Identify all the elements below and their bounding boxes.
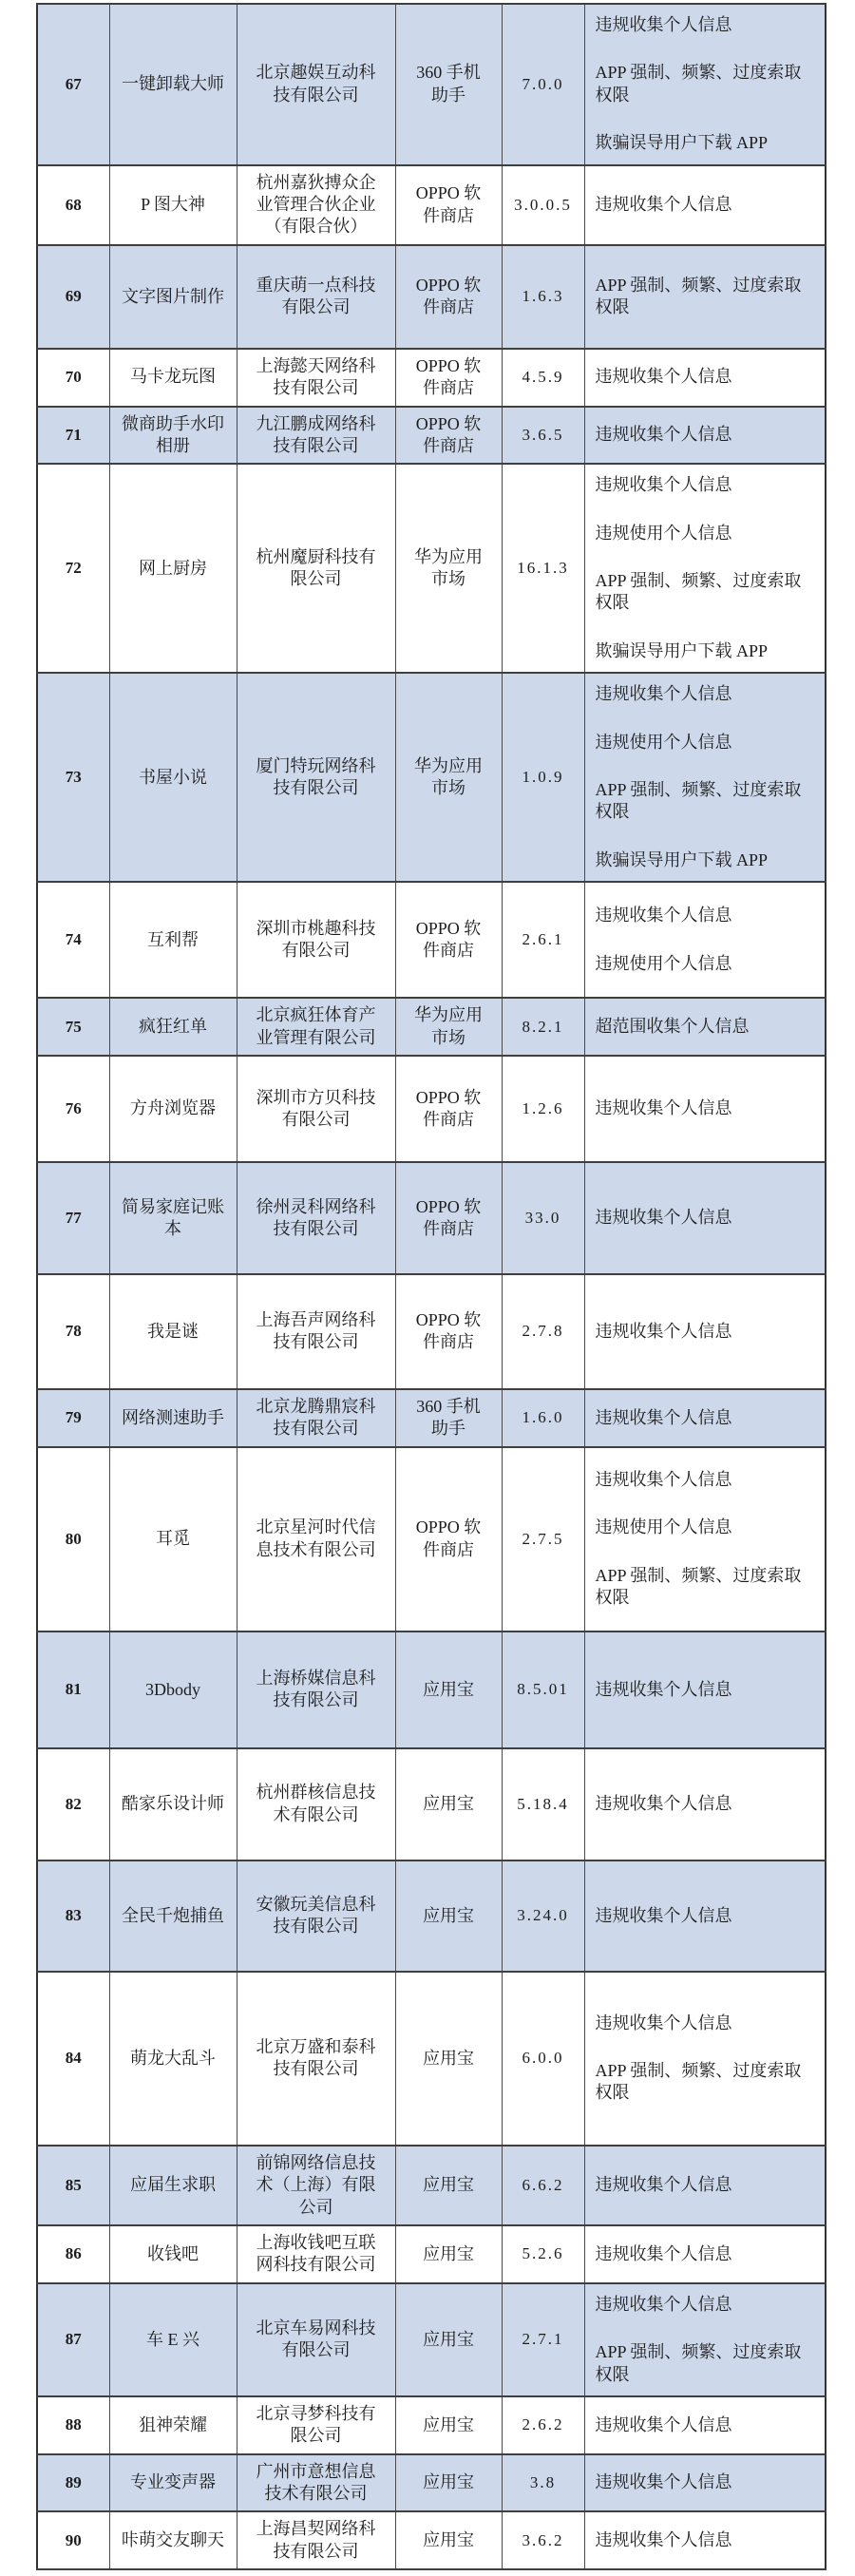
violation-item: 违规收集个人信息 bbox=[595, 1469, 732, 1489]
violation-item: 违规收集个人信息 bbox=[595, 2013, 732, 2032]
cell-version: 2.7.1 bbox=[502, 2283, 584, 2396]
cell-violations bbox=[584, 2454, 826, 2512]
cell-index: 83 bbox=[37, 1860, 109, 1972]
violation-item: 违规收集个人信息 bbox=[595, 15, 732, 34]
cell-app-name: 疯狂红单 bbox=[109, 998, 237, 1056]
violations-list bbox=[596, 1016, 815, 1038]
table-row bbox=[37, 4, 826, 165]
table-row bbox=[37, 407, 826, 465]
cell-store: 应用宝 bbox=[395, 2225, 502, 2283]
cell-violations bbox=[584, 1274, 826, 1389]
cell-company: 北京车易网科技有限公司 bbox=[237, 2283, 395, 2396]
violation-item: 违规收集个人信息 bbox=[595, 2294, 732, 2314]
violation-item: APP 强制、频繁、过度索取权限 bbox=[595, 571, 802, 613]
cell-violations bbox=[584, 1631, 826, 1748]
table-row bbox=[37, 2225, 826, 2283]
violation-item: 违规收集个人信息 bbox=[595, 1407, 732, 1427]
cell-app-name: 酷家乐设计师 bbox=[109, 1748, 237, 1860]
violations-list bbox=[596, 1097, 815, 1119]
cell-index: 87 bbox=[37, 2283, 109, 2396]
cell-store: OPPO 软件商店 bbox=[395, 165, 502, 245]
cell-company: 杭州群核信息技术有限公司 bbox=[237, 1748, 395, 1860]
cell-company: 上海收钱吧互联网科技有限公司 bbox=[237, 2225, 395, 2283]
violations-list bbox=[596, 2471, 815, 2493]
violation-item: 违规收集个人信息 bbox=[595, 1321, 732, 1341]
cell-version: 3.0.0.5 bbox=[502, 165, 584, 245]
violations-list bbox=[596, 1407, 815, 1429]
violation-item: APP 强制、频繁、过度索取权限 bbox=[595, 780, 802, 822]
table-row bbox=[37, 165, 826, 245]
violations-list bbox=[596, 1679, 815, 1701]
cell-app-name: 应届生求职 bbox=[109, 2146, 237, 2225]
cell-company: 九江鹏成网络科技有限公司 bbox=[237, 407, 395, 465]
cell-version: 16.1.3 bbox=[502, 464, 584, 673]
cell-version: 3.6.5 bbox=[502, 407, 584, 465]
violations-list bbox=[596, 2174, 815, 2196]
cell-index: 73 bbox=[37, 673, 109, 882]
cell-violations bbox=[584, 2396, 826, 2454]
violation-item: 欺骗误导用户下载 APP bbox=[595, 133, 769, 153]
cell-index: 81 bbox=[37, 1631, 109, 1748]
cell-version: 1.6.3 bbox=[502, 245, 584, 349]
violation-item: APP 强制、频繁、过度索取权限 bbox=[595, 63, 802, 105]
cell-index: 80 bbox=[37, 1447, 109, 1631]
cell-version: 3.8 bbox=[502, 2454, 584, 2512]
cell-version: 5.18.4 bbox=[502, 1748, 584, 1860]
violation-item: 违规收集个人信息 bbox=[595, 425, 732, 445]
cell-version: 6.6.2 bbox=[502, 2146, 584, 2225]
cell-store: OPPO 软件商店 bbox=[395, 1056, 502, 1162]
cell-company: 安徽玩美信息科技有限公司 bbox=[237, 1860, 395, 1972]
cell-violations bbox=[584, 1162, 826, 1274]
cell-index: 86 bbox=[37, 2225, 109, 2283]
violation-item: 违规使用个人信息 bbox=[595, 953, 732, 973]
violation-item: 欺骗误导用户下载 APP bbox=[595, 640, 769, 660]
cell-store: 华为应用市场 bbox=[395, 464, 502, 673]
cell-index: 88 bbox=[37, 2396, 109, 2454]
cell-index: 75 bbox=[37, 998, 109, 1056]
table-row bbox=[37, 349, 826, 407]
cell-index: 89 bbox=[37, 2454, 109, 2512]
cell-violations bbox=[584, 407, 826, 465]
cell-store: OPPO 软件商店 bbox=[395, 882, 502, 998]
cell-company: 徐州灵科网络科技有限公司 bbox=[237, 1162, 395, 1274]
cell-violations bbox=[584, 1447, 826, 1631]
cell-version: 1.6.0 bbox=[502, 1389, 584, 1447]
cell-violations bbox=[584, 2225, 826, 2283]
table-row bbox=[37, 1972, 826, 2146]
cell-store: 应用宝 bbox=[395, 2146, 502, 2225]
table-row bbox=[37, 2511, 826, 2569]
violations-list bbox=[596, 366, 815, 388]
cell-violations bbox=[584, 673, 826, 882]
violation-item: 违规收集个人信息 bbox=[595, 906, 732, 925]
violations-list bbox=[596, 1321, 815, 1343]
cell-index: 68 bbox=[37, 165, 109, 245]
cell-company: 杭州魔厨科技有限公司 bbox=[237, 464, 395, 673]
cell-violations bbox=[584, 245, 826, 349]
table-row bbox=[37, 2146, 826, 2225]
table-row bbox=[37, 882, 826, 998]
cell-app-name: 网上厨房 bbox=[109, 464, 237, 673]
violations-list bbox=[596, 683, 815, 871]
violations-list bbox=[596, 1469, 815, 1610]
cell-index: 69 bbox=[37, 245, 109, 349]
cell-index: 76 bbox=[37, 1056, 109, 1162]
table-row bbox=[37, 245, 826, 349]
cell-company: 北京龙腾鼎宸科技有限公司 bbox=[237, 1389, 395, 1447]
cell-store: 360 手机助手 bbox=[395, 4, 502, 165]
table-row bbox=[37, 1748, 826, 1860]
violation-item: 违规使用个人信息 bbox=[595, 523, 732, 543]
violations-list bbox=[596, 2414, 815, 2436]
cell-company: 北京趣娱互动科技有限公司 bbox=[237, 4, 395, 165]
cell-company: 北京疯狂体育产业管理有限公司 bbox=[237, 998, 395, 1056]
cell-app-name: 简易家庭记账本 bbox=[109, 1162, 237, 1274]
cell-company: 厦门特玩网络科技有限公司 bbox=[237, 673, 395, 882]
table-row bbox=[37, 1056, 826, 1162]
violations-list bbox=[596, 194, 815, 216]
cell-app-name: 我是谜 bbox=[109, 1274, 237, 1389]
violations-list bbox=[596, 2529, 815, 2551]
cell-index: 71 bbox=[37, 407, 109, 465]
violation-item: 违规收集个人信息 bbox=[595, 475, 732, 495]
cell-version: 7.0.0 bbox=[502, 4, 584, 165]
cell-version: 3.24.0 bbox=[502, 1860, 584, 1972]
cell-violations bbox=[584, 1860, 826, 1972]
cell-version: 33.0 bbox=[502, 1162, 584, 1274]
cell-violations bbox=[584, 1389, 826, 1447]
cell-company: 北京星河时代信息技术有限公司 bbox=[237, 1447, 395, 1631]
cell-app-name: 微商助手水印相册 bbox=[109, 407, 237, 465]
violation-item: APP 强制、频繁、过度索取权限 bbox=[595, 2342, 802, 2384]
cell-store: 360 手机助手 bbox=[395, 1389, 502, 1447]
violation-item: 违规收集个人信息 bbox=[595, 194, 732, 214]
table-row bbox=[37, 1447, 826, 1631]
table-row bbox=[37, 1274, 826, 1389]
cell-store: 华为应用市场 bbox=[395, 998, 502, 1056]
cell-violations bbox=[584, 1972, 826, 2146]
cell-index: 77 bbox=[37, 1162, 109, 1274]
cell-company: 上海桥媒信息科技有限公司 bbox=[237, 1631, 395, 1748]
cell-company: 深圳市方贝科技有限公司 bbox=[237, 1056, 395, 1162]
cell-company: 上海吾声网络科技有限公司 bbox=[237, 1274, 395, 1389]
cell-violations bbox=[584, 349, 826, 407]
cell-store: 应用宝 bbox=[395, 2396, 502, 2454]
table-row bbox=[37, 464, 826, 673]
violation-item: 违规收集个人信息 bbox=[595, 1098, 732, 1118]
violation-item: 违规收集个人信息 bbox=[595, 684, 732, 704]
cell-company: 广州市意想信息技术有限公司 bbox=[237, 2454, 395, 2512]
cell-violations bbox=[584, 2511, 826, 2569]
cell-app-name: 耳觅 bbox=[109, 1447, 237, 1631]
cell-version: 8.2.1 bbox=[502, 998, 584, 1056]
cell-index: 85 bbox=[37, 2146, 109, 2225]
cell-app-name: P 图大神 bbox=[109, 165, 237, 245]
violation-item: 违规收集个人信息 bbox=[595, 2175, 732, 2195]
cell-violations bbox=[584, 4, 826, 165]
table-row bbox=[37, 1631, 826, 1748]
cell-app-name: 网络测速助手 bbox=[109, 1389, 237, 1447]
cell-app-name: 收钱吧 bbox=[109, 2225, 237, 2283]
cell-version: 8.5.01 bbox=[502, 1631, 584, 1748]
violations-list bbox=[596, 1793, 815, 1815]
violation-item: 违规收集个人信息 bbox=[595, 2414, 732, 2434]
table-row bbox=[37, 2454, 826, 2512]
cell-store: 应用宝 bbox=[395, 1860, 502, 1972]
cell-app-name: 方舟浏览器 bbox=[109, 1056, 237, 1162]
violations-list bbox=[596, 1905, 815, 1927]
violations-list bbox=[596, 2294, 815, 2386]
violations-list bbox=[596, 14, 815, 155]
cell-store: OPPO 软件商店 bbox=[395, 1162, 502, 1274]
violation-item: 违规收集个人信息 bbox=[595, 2530, 732, 2550]
violation-item: 违规使用个人信息 bbox=[595, 732, 732, 752]
cell-index: 79 bbox=[37, 1389, 109, 1447]
cell-violations bbox=[584, 998, 826, 1056]
cell-company: 北京万盛和泰科技有限公司 bbox=[237, 1972, 395, 2146]
cell-version: 2.6.2 bbox=[502, 2396, 584, 2454]
cell-store: 应用宝 bbox=[395, 1748, 502, 1860]
cell-version: 2.7.5 bbox=[502, 1447, 584, 1631]
violations-list bbox=[596, 275, 815, 319]
cell-violations bbox=[584, 165, 826, 245]
cell-store: OPPO 软件商店 bbox=[395, 1447, 502, 1631]
cell-version: 1.0.9 bbox=[502, 673, 584, 882]
violations-list bbox=[596, 424, 815, 446]
cell-store: 应用宝 bbox=[395, 1631, 502, 1748]
violation-item: APP 强制、频繁、过度索取权限 bbox=[595, 2061, 802, 2103]
cell-app-name: 一键卸载大师 bbox=[109, 4, 237, 165]
cell-app-name: 3Dbody bbox=[109, 1631, 237, 1748]
violations-list bbox=[596, 2243, 815, 2265]
cell-violations bbox=[584, 882, 826, 998]
cell-app-name: 全民千炮捕鱼 bbox=[109, 1860, 237, 1972]
cell-app-name: 文字图片制作 bbox=[109, 245, 237, 349]
violation-item: 违规收集个人信息 bbox=[595, 1679, 732, 1699]
cell-company: 重庆萌一点科技有限公司 bbox=[237, 245, 395, 349]
cell-store: OPPO 软件商店 bbox=[395, 349, 502, 407]
table-row bbox=[37, 1162, 826, 1274]
cell-violations bbox=[584, 1056, 826, 1162]
cell-company: 前锦网络信息技术（上海）有限公司 bbox=[237, 2146, 395, 2225]
cell-store: 应用宝 bbox=[395, 1972, 502, 2146]
cell-version: 2.6.1 bbox=[502, 882, 584, 998]
violation-item: 欺骗误导用户下载 APP bbox=[595, 849, 769, 869]
cell-store: 华为应用市场 bbox=[395, 673, 502, 882]
table-row bbox=[37, 673, 826, 882]
violation-item: 违规收集个人信息 bbox=[595, 2243, 732, 2263]
table-row bbox=[37, 1860, 826, 1972]
cell-index: 82 bbox=[37, 1748, 109, 1860]
cell-app-name: 车 E 兴 bbox=[109, 2283, 237, 2396]
cell-app-name: 萌龙大乱斗 bbox=[109, 1972, 237, 2146]
cell-company: 上海懿天网络科技有限公司 bbox=[237, 349, 395, 407]
cell-version: 3.6.2 bbox=[502, 2511, 584, 2569]
cell-store: OPPO 软件商店 bbox=[395, 407, 502, 465]
cell-index: 67 bbox=[37, 4, 109, 165]
cell-version: 6.0.0 bbox=[502, 1972, 584, 2146]
app-violation-table bbox=[36, 3, 826, 2570]
violation-item: 违规收集个人信息 bbox=[595, 1208, 732, 1228]
cell-app-name: 专业变声器 bbox=[109, 2454, 237, 2512]
cell-company: 杭州嘉狄搏众企业管理合伙企业（有限合伙） bbox=[237, 165, 395, 245]
table-row bbox=[37, 1389, 826, 1447]
table-body bbox=[37, 4, 826, 2569]
violation-item: 超范围收集个人信息 bbox=[595, 1016, 750, 1036]
table-row bbox=[37, 2283, 826, 2396]
cell-violations bbox=[584, 2283, 826, 2396]
violations-list bbox=[596, 2013, 815, 2105]
cell-store: 应用宝 bbox=[395, 2454, 502, 2512]
violation-item: 违规收集个人信息 bbox=[595, 1794, 732, 1814]
cell-version: 2.7.8 bbox=[502, 1274, 584, 1389]
cell-store: OPPO 软件商店 bbox=[395, 245, 502, 349]
violation-item: 违规使用个人信息 bbox=[595, 1517, 732, 1537]
cell-index: 70 bbox=[37, 349, 109, 407]
cell-index: 84 bbox=[37, 1972, 109, 2146]
cell-store: 应用宝 bbox=[395, 2511, 502, 2569]
cell-store: OPPO 软件商店 bbox=[395, 1274, 502, 1389]
violations-list bbox=[596, 1207, 815, 1229]
cell-store: 应用宝 bbox=[395, 2283, 502, 2396]
violation-item: APP 强制、频繁、过度索取权限 bbox=[595, 1565, 802, 1608]
cell-app-name: 马卡龙玩图 bbox=[109, 349, 237, 407]
violation-item: 违规收集个人信息 bbox=[595, 2472, 732, 2492]
cell-version: 1.2.6 bbox=[502, 1056, 584, 1162]
table-row bbox=[37, 998, 826, 1056]
cell-version: 4.5.9 bbox=[502, 349, 584, 407]
violations-list bbox=[596, 474, 815, 662]
cell-violations bbox=[584, 1748, 826, 1860]
cell-index: 74 bbox=[37, 882, 109, 998]
cell-company: 上海昌契网络科技有限公司 bbox=[237, 2511, 395, 2569]
cell-violations bbox=[584, 2146, 826, 2225]
cell-version: 5.2.6 bbox=[502, 2225, 584, 2283]
cell-violations bbox=[584, 464, 826, 673]
violation-item: 违规收集个人信息 bbox=[595, 1905, 732, 1925]
violation-item: APP 强制、频繁、过度索取权限 bbox=[595, 275, 802, 317]
violation-item: 违规收集个人信息 bbox=[595, 367, 732, 387]
violations-list bbox=[596, 905, 815, 975]
table-row bbox=[37, 2396, 826, 2454]
cell-company: 深圳市桃趣科技有限公司 bbox=[237, 882, 395, 998]
cell-index: 78 bbox=[37, 1274, 109, 1389]
cell-app-name: 咔萌交友聊天 bbox=[109, 2511, 237, 2569]
cell-index: 90 bbox=[37, 2511, 109, 2569]
cell-app-name: 书屋小说 bbox=[109, 673, 237, 882]
cell-company: 北京寻梦科技有限公司 bbox=[237, 2396, 395, 2454]
cell-index: 72 bbox=[37, 464, 109, 673]
cell-app-name: 互利帮 bbox=[109, 882, 237, 998]
cell-app-name: 狙神荣耀 bbox=[109, 2396, 237, 2454]
